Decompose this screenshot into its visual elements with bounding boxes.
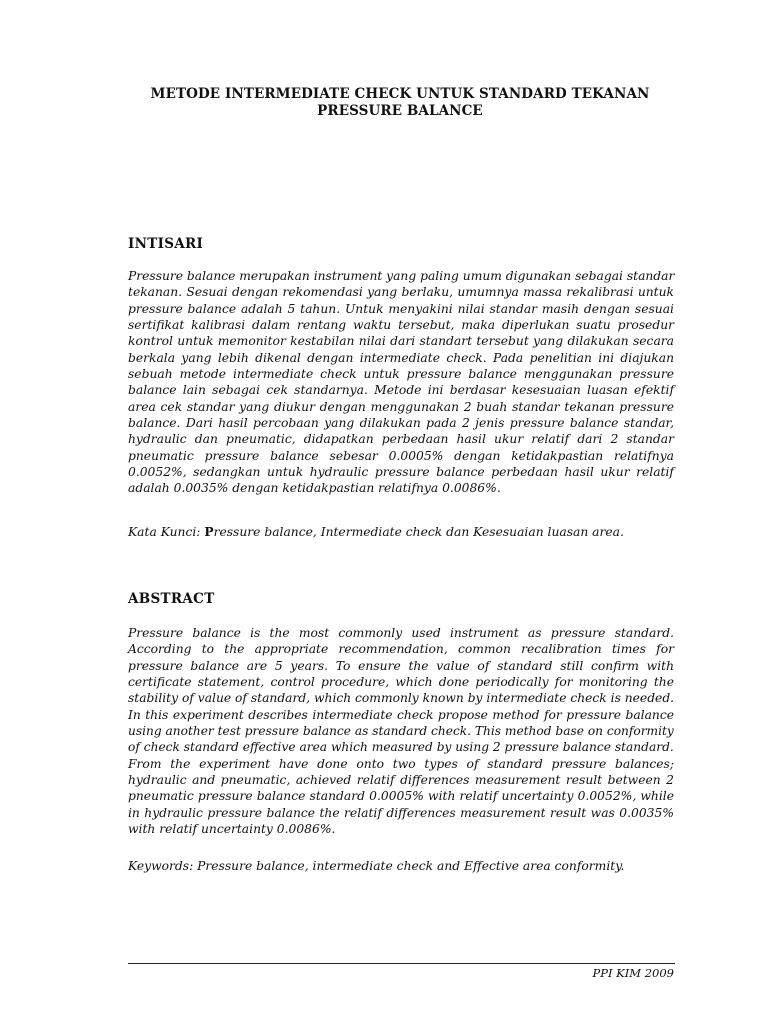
intisari-line: pressure balance adalah 5 tahun. Untuk menyakini nilai standar masih dengan sesuai — [128, 301, 674, 316]
intisari-line: adalah 0.0035% dengan ketidakpastian relatifnya 0.0086%. — [128, 481, 501, 496]
abstract-line: From the experiment have done onto two types of standard pressure balances; — [128, 756, 674, 771]
abstract-line: with relatif uncertainty 0.0086%. — [128, 822, 336, 837]
kata-kunci-first-letter: P — [204, 524, 214, 539]
abstract-line: hydraulic and pneumatic, achieved relatif differences measurement result between 2 — [128, 773, 674, 788]
intisari-line: berkala yang lebih dikenal dengan intermediate check. Pada penelitian ini diajukan — [128, 350, 674, 365]
intisari-heading: INTISARI — [128, 236, 204, 252]
intisari-line: sebuah metode intermediate check untuk pressure balance menggunakan pressure — [128, 367, 674, 382]
kata-kunci-lead: Kata Kunci: — [128, 525, 205, 539]
intisari-line: pneumatic pressure balance sebesar 0.0005% dengan ketidakpastian relatifnya — [128, 448, 674, 463]
abstract-line: certificate statement, control procedure, which done periodically for monitoring the — [128, 675, 674, 690]
paper-title-line-1: METODE INTERMEDIATE CHECK UNTUK STANDARD TEKANAN — [150, 86, 650, 102]
abstract-line: of check standard effective area which measured by using 2 pressure balance standard. — [128, 740, 674, 755]
intisari-line: sertifikat kalibrasi dalam rentang waktu tersebut, maka diperlukan suatu prosedur — [128, 318, 674, 333]
intisari-line: Pressure balance merupakan instrument yang paling umum digunakan sebagai standar — [128, 269, 675, 283]
intisari-line: area cek standar yang diukur dengan menggunakan 2 buah standar tekanan pressure — [128, 399, 674, 414]
intisari-line: hydraulic dan pneumatic, didapatkan perbedaan hasil ukur relatif dari 2 standar — [128, 432, 674, 447]
abstract-line: in hydraulic pressure balance the relatif differences measurement result was 0.0035% — [128, 805, 674, 820]
abstract-line: In this experiment describes intermediate check propose method for pressure balance — [128, 707, 674, 722]
abstract-line: using another test pressure balance as standard check. This method base on conformity — [128, 724, 674, 739]
abstract-line: pressure balance are 5 years. To ensure the value of standard still confirm with — [128, 658, 674, 673]
abstract-line: Pressure balance is the most commonly used instrument as pressure standard. — [128, 626, 674, 640]
intisari-line: kontrol untuk memonitor kestabilan nilai dari standart tersebut yang dilakukan secara — [128, 334, 674, 349]
intisari-line: 0.0052%, sedangkan untuk hydraulic pressure balance perbedaan hasil ukur relatif — [128, 465, 674, 480]
footer-divider — [128, 963, 675, 964]
abstract-heading: ABSTRACT — [128, 591, 215, 607]
kata-kunci-rest: ressure balance, Intermediate check dan Kesesuaian luasan area. — [213, 525, 624, 539]
intisari-line: balance. Dari hasil percobaan yang dilakukan pada 2 jenis pressure balance standar, — [128, 416, 674, 431]
intisari-paragraph — [128, 268, 674, 497]
kata-kunci — [128, 524, 624, 539]
footer-label: PPI KIM 2009 — [592, 966, 674, 980]
paper-title-line-2: PRESSURE BALANCE — [317, 103, 483, 119]
abstract-line: pneumatic pressure balance standard 0.0005% with relatif uncertainty 0.0052%, while — [128, 789, 674, 804]
abstract-paragraph — [128, 625, 674, 837]
abstract-line: According to the appropriate recommendation, common recalibration times for — [128, 642, 674, 657]
intisari-line: tekanan. Sesuai dengan rekomendasi yang berlaku, umumnya massa rekalibrasi untuk — [128, 285, 674, 300]
intisari-line: balance lain sebagai cek standarnya. Metode ini berdasar kesesuaian luasan efektif — [128, 383, 674, 398]
keywords: Keywords: Pressure balance, intermediate check and Effective area conformity. — [128, 859, 625, 873]
abstract-line: stability of value of standard, which commonly known by intermediate check is needed. — [128, 691, 675, 706]
